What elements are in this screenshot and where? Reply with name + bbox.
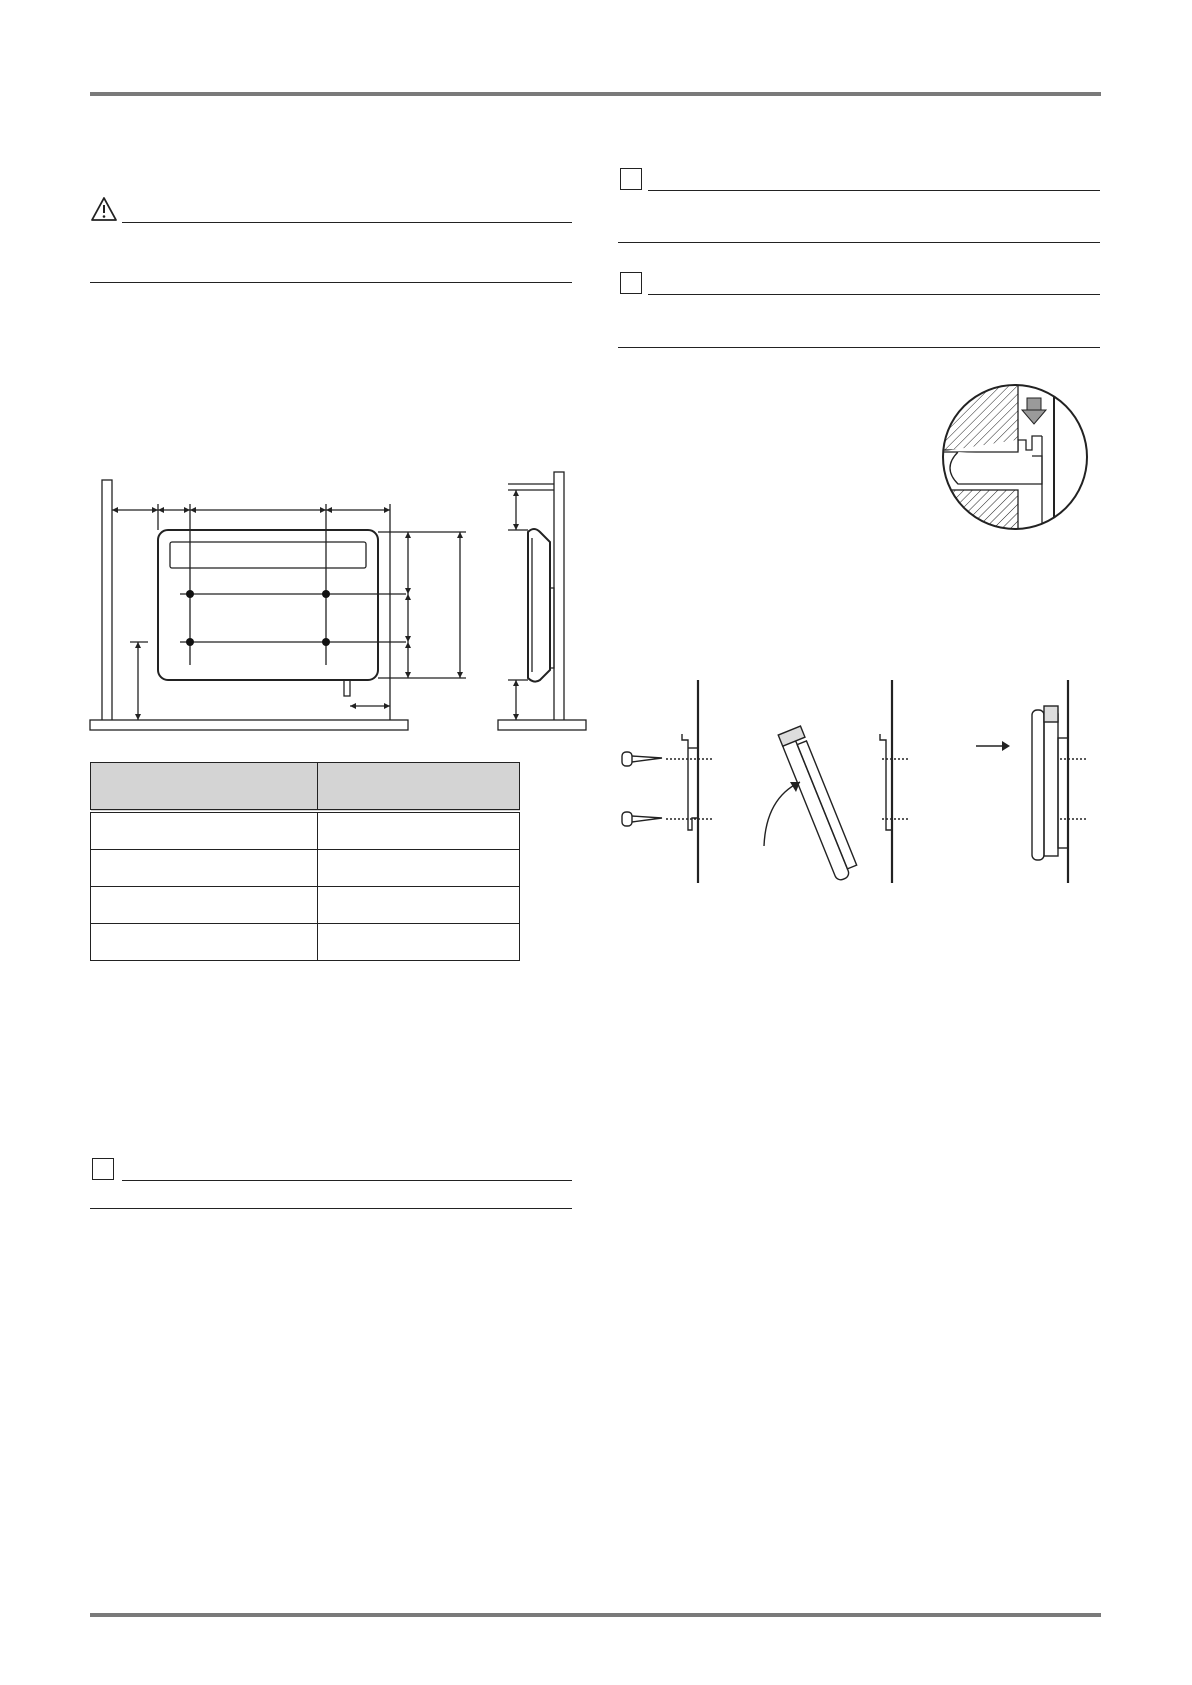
step-end-rule <box>618 347 1100 348</box>
installation-clearance-diagram <box>88 470 588 735</box>
table-cell <box>91 924 318 961</box>
warning-end-rule <box>90 282 572 283</box>
table-row <box>91 850 520 887</box>
table-header-row <box>91 763 520 812</box>
step-number-box <box>620 168 642 190</box>
table-cell <box>91 850 318 887</box>
table-header-cell <box>91 763 318 812</box>
table-cell <box>318 924 520 961</box>
table-header-cell <box>318 763 520 812</box>
dimension-table <box>90 762 520 961</box>
step-end-rule <box>90 1208 572 1209</box>
step-title-rule <box>648 190 1100 191</box>
page-header-rule <box>90 92 1101 96</box>
warning-triangle-icon <box>90 196 118 222</box>
step-title-rule <box>648 294 1100 295</box>
table-row <box>91 887 520 924</box>
warning-title-rule <box>122 222 572 223</box>
bracket-detail-diagram <box>938 380 1092 534</box>
wall-mounting-steps-diagram <box>616 678 1096 888</box>
page-footer-rule <box>90 1613 1101 1617</box>
step-number-box <box>92 1158 114 1180</box>
table-cell <box>318 887 520 924</box>
table-cell <box>318 811 520 850</box>
table-row <box>91 924 520 961</box>
table-cell <box>318 850 520 887</box>
table-cell <box>91 887 318 924</box>
table-cell <box>91 811 318 850</box>
step-end-rule <box>618 242 1100 243</box>
step-number-box <box>620 272 642 294</box>
table-row <box>91 811 520 850</box>
step-title-rule <box>122 1180 572 1181</box>
